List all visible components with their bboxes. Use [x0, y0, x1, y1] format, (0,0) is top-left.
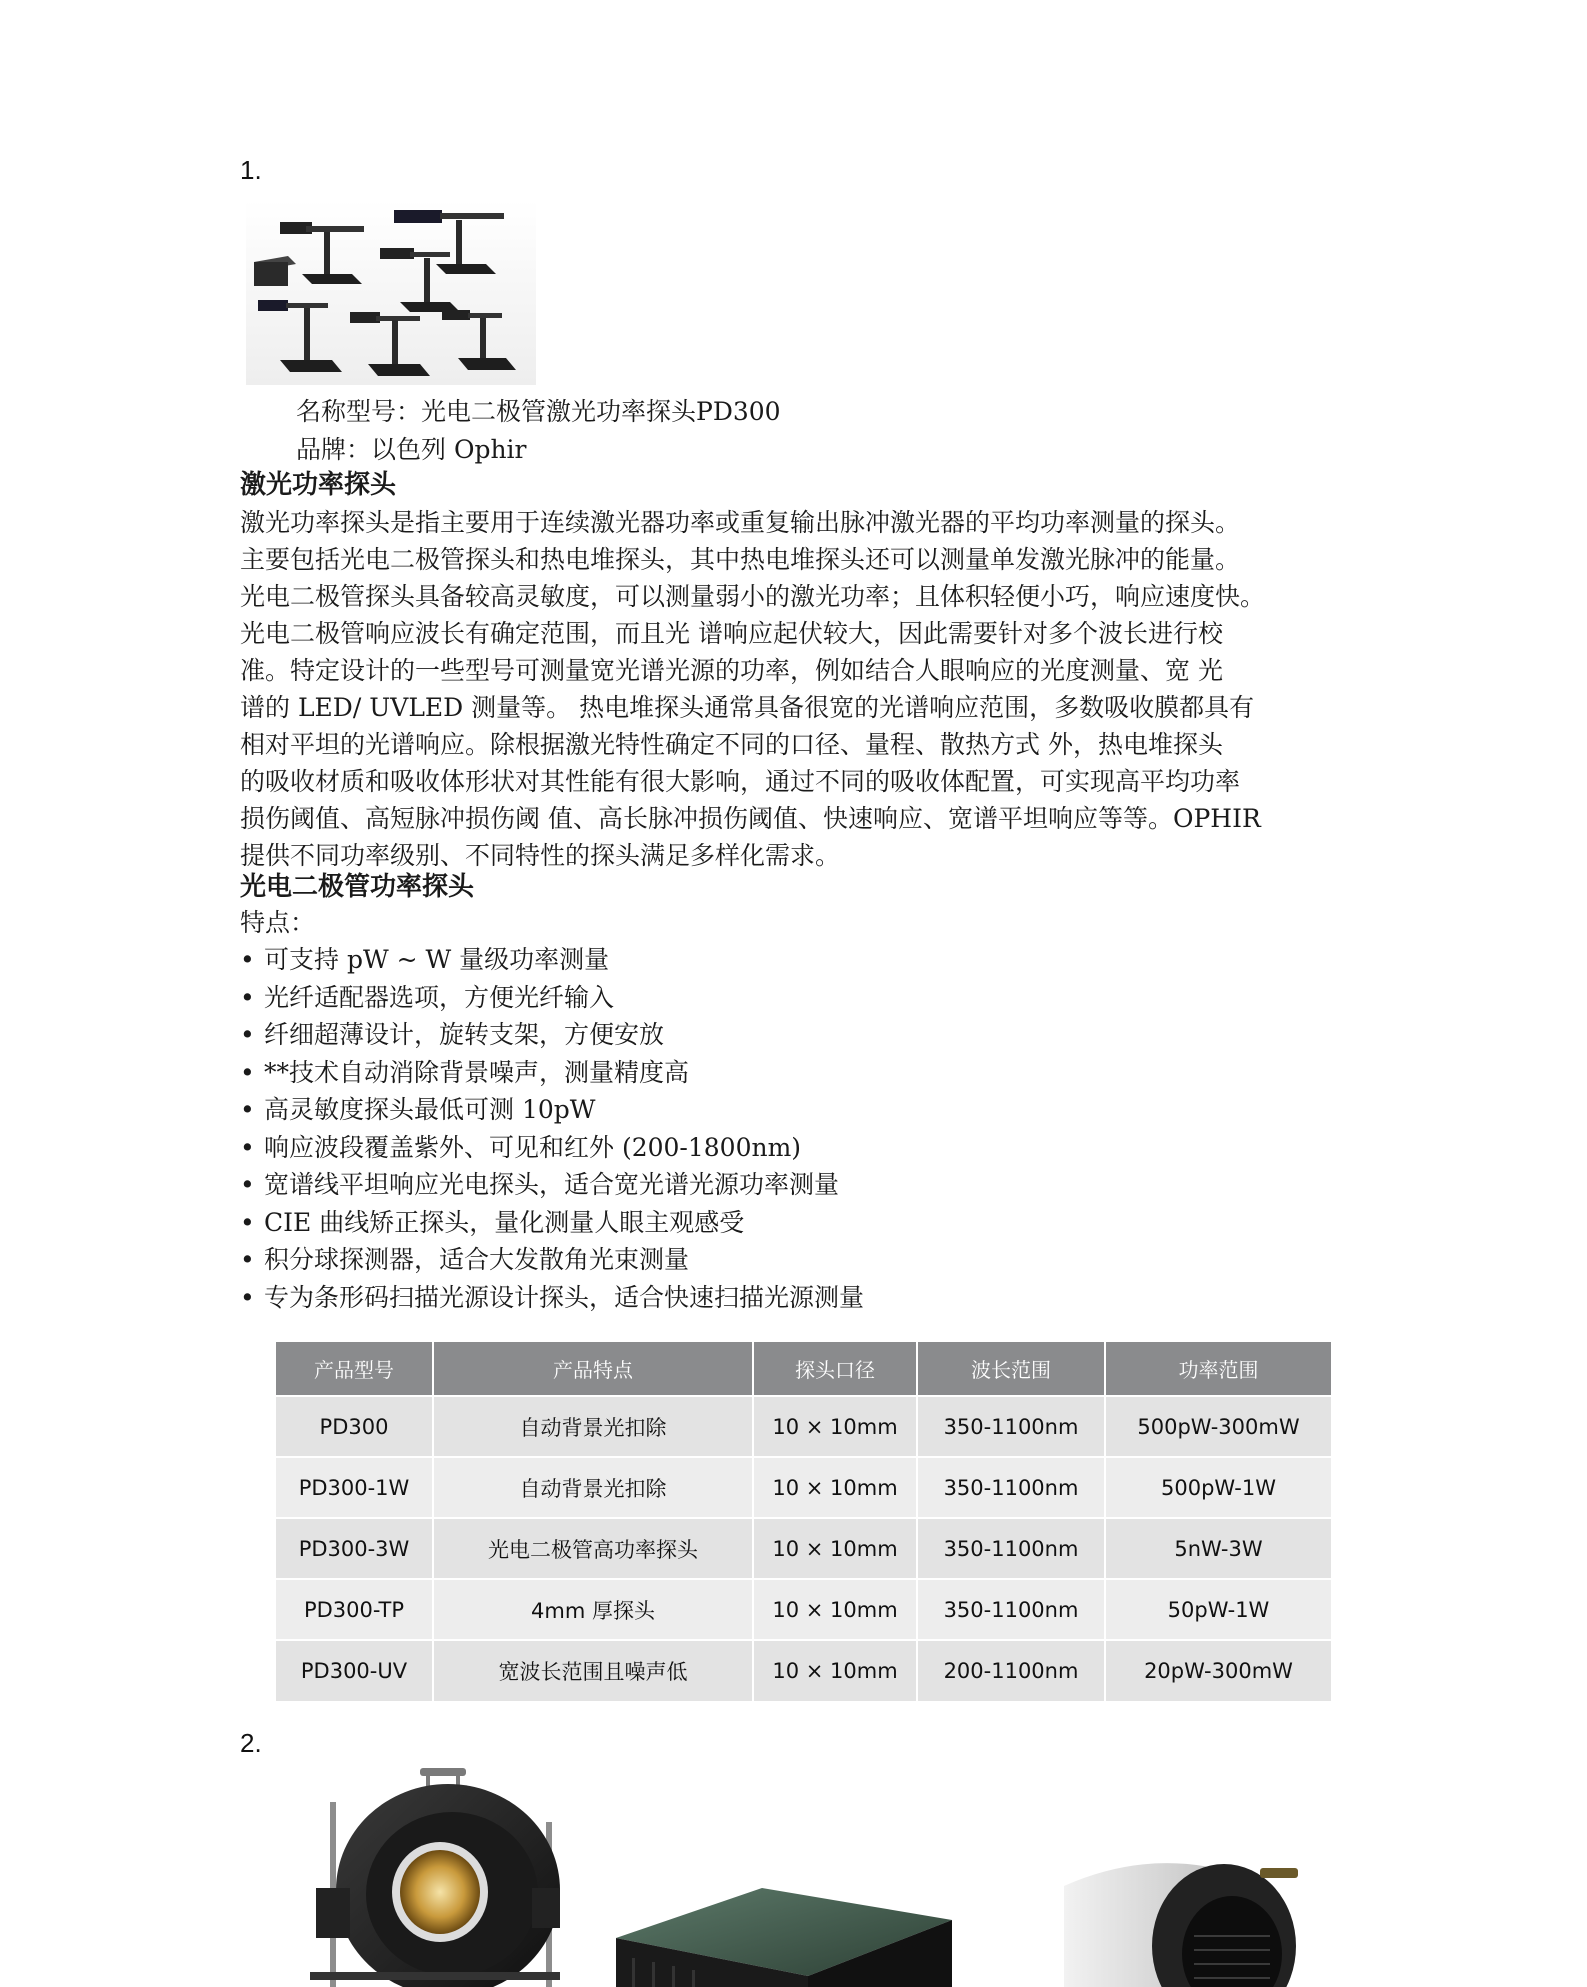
cell-power: 500pW-1W	[1105, 1457, 1331, 1518]
features-label: 特点：	[240, 908, 316, 937]
cell-feature: 自动背景光扣除	[433, 1457, 753, 1518]
col-header-wavelength: 波长范围	[917, 1342, 1105, 1396]
intro-line: 准。特定设计的一些型号可测量宽光谱光源的功率，例如结合人眼响应的光度测量、宽 光	[240, 656, 1223, 685]
intro-paragraph	[240, 504, 1368, 874]
cell-wavelength: 350-1100nm	[917, 1518, 1105, 1579]
intro-line: 的吸收材质和吸收体形状对其性能有很大影响，通过不同的吸收体配置，可实现高平均功率	[240, 767, 1241, 796]
col-header-aperture: 探头口径	[753, 1342, 917, 1396]
photodiode-heading: 光电二极管功率探头	[240, 872, 475, 902]
cell-feature: 4mm 厚探头	[433, 1579, 753, 1640]
intro-line: 谱的 LED/ UVLED 测量等。 热电堆探头通常具备很宽的光谱响应范围，多数吸收膜都具有	[240, 693, 1255, 722]
intro-line: 激光功率探头是指主要用于连续激光器功率或重复输出脉冲激光器的平均功率测量的探头。	[240, 508, 1241, 537]
intro-line: 光电二极管探头具备较高灵敏度，可以测量弱小的激光功率；且体积轻便小巧，响应速度快。	[240, 582, 1266, 611]
intro-heading: 激光功率探头	[240, 470, 397, 500]
cell-aperture: 10 × 10mm	[753, 1579, 917, 1640]
cell-feature: 自动背景光扣除	[433, 1396, 753, 1457]
intro-line: 光电二极管响应波长有确定范围，而且光 谱响应起伏较大，因此需要针对多个波长进行校	[240, 619, 1223, 648]
table-row	[276, 1518, 1331, 1579]
pd300-probes-photo	[246, 200, 536, 385]
intro-line: 损伤阈值、高短脉冲损伤阈 值、高长脉冲损伤阈值、快速响应、宽谱平坦响应等等。OPHIR	[240, 804, 1261, 833]
feature-item: • **技术自动消除背景噪声，测量精度高	[240, 1054, 864, 1092]
cell-power: 20pW-300mW	[1105, 1640, 1331, 1701]
table-row	[276, 1457, 1331, 1518]
feature-item: • 光纤适配器选项，方便光纤输入	[240, 979, 864, 1017]
cell-power: 5nW-3W	[1105, 1518, 1331, 1579]
table-row	[276, 1396, 1331, 1457]
feature-item: • 可支持 pW ~ W 量级功率测量	[240, 941, 864, 979]
cell-wavelength: 200-1100nm	[917, 1640, 1105, 1701]
feature-item: • 积分球探测器，适合大发散角光束测量	[240, 1241, 864, 1279]
cell-feature: 光电二极管高功率探头	[433, 1518, 753, 1579]
specs-table	[276, 1342, 1331, 1701]
intro-line: 主要包括光电二极管探头和热电堆探头，其中热电堆探头还可以测量单发激光脉冲的能量。	[240, 545, 1241, 574]
cell-model: PD300-1W	[276, 1457, 433, 1518]
cell-wavelength: 350-1100nm	[917, 1457, 1105, 1518]
cell-power: 500pW-300mW	[1105, 1396, 1331, 1457]
product-name-line: 名称型号：光电二极管激光功率探头PD300	[296, 397, 781, 426]
section-number-1: 1.	[240, 155, 262, 185]
thermopile-ring-sensor-photo	[300, 1762, 570, 1987]
feature-item: • 宽谱线平坦响应光电探头，适合宽光谱光源功率测量	[240, 1166, 864, 1204]
feature-item: • 高灵敏度探头最低可测 10pW	[240, 1091, 864, 1129]
cell-aperture: 10 × 10mm	[753, 1457, 917, 1518]
col-header-feature: 产品特点	[433, 1342, 753, 1396]
col-header-power: 功率范围	[1105, 1342, 1331, 1396]
cell-model: PD300-TP	[276, 1579, 433, 1640]
intro-line: 相对平坦的光谱响应。除根据激光特性确定不同的口径、量程、散热方式 外，热电堆探头	[240, 730, 1223, 759]
section-number-2: 2.	[240, 1728, 262, 1758]
feature-item: • 纤细超薄设计，旋转支架，方便安放	[240, 1016, 864, 1054]
cell-aperture: 10 × 10mm	[753, 1518, 917, 1579]
cell-power: 50pW-1W	[1105, 1579, 1331, 1640]
cell-wavelength: 350-1100nm	[917, 1396, 1105, 1457]
table-row	[276, 1579, 1331, 1640]
feature-item: • 专为条形码扫描光源设计探头，适合快速扫描光源测量	[240, 1279, 864, 1317]
features-list	[240, 941, 864, 1316]
cell-wavelength: 350-1100nm	[917, 1579, 1105, 1640]
cylinder-sensor-photo	[1034, 1846, 1314, 1987]
product-brand-line: 品牌：以色列 Ophir	[296, 435, 527, 464]
cell-model: PD300-UV	[276, 1640, 433, 1701]
feature-item: • 响应波段覆盖紫外、可见和红外 (200-1800nm)	[240, 1129, 864, 1167]
flat-plate-sensor-photo	[612, 1880, 957, 1987]
table-row	[276, 1640, 1331, 1701]
cell-aperture: 10 × 10mm	[753, 1396, 917, 1457]
intro-line: 提供不同功率级别、不同特性的探头满足多样化需求。	[240, 841, 841, 870]
cell-model: PD300	[276, 1396, 433, 1457]
cell-model: PD300-3W	[276, 1518, 433, 1579]
feature-item: • CIE 曲线矫正探头，量化测量人眼主观感受	[240, 1204, 864, 1242]
col-header-model: 产品型号	[276, 1342, 433, 1396]
cell-aperture: 10 × 10mm	[753, 1640, 917, 1701]
cell-feature: 宽波长范围且噪声低	[433, 1640, 753, 1701]
table-header-row	[276, 1342, 1331, 1396]
